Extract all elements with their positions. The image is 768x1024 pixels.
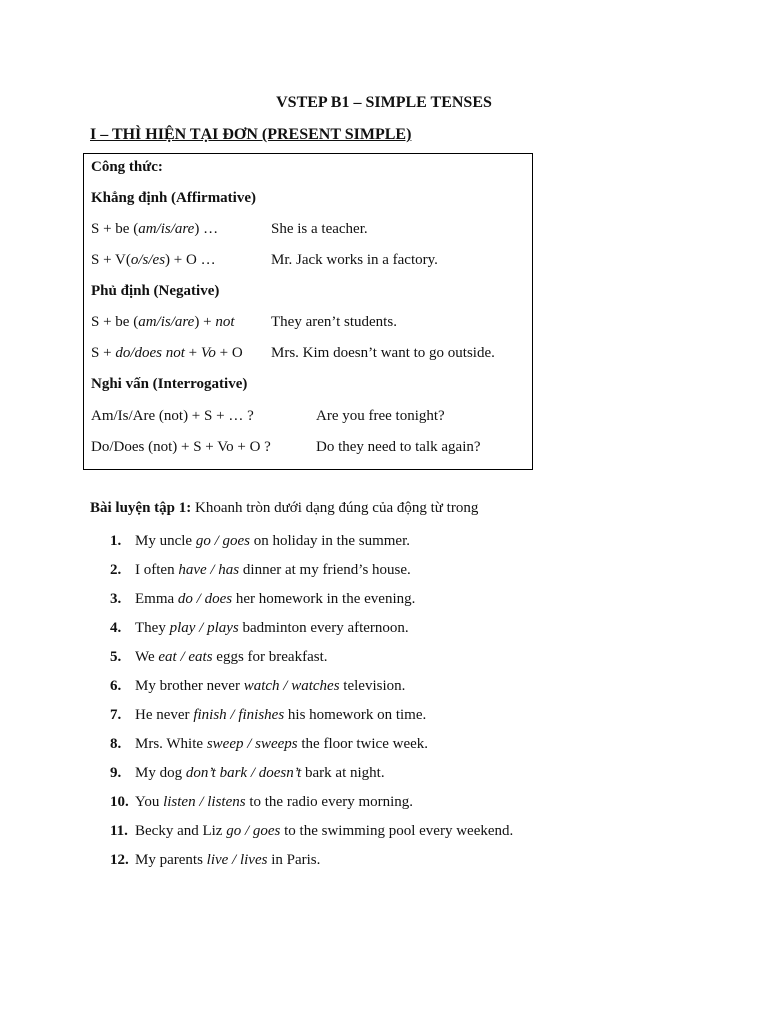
exercise-item <box>110 707 426 727</box>
item-text-before: My parents <box>135 852 207 868</box>
negative-example-verb: Mrs. Kim doesn’t want to go outside. <box>271 345 495 361</box>
verb-options: sweep / sweeps <box>206 736 298 752</box>
item-number: 1. <box>110 533 122 549</box>
affirmative-example-be: She is a teacher. <box>271 221 368 237</box>
item-text-after: her homework in the evening. <box>232 591 416 607</box>
formula-text: + <box>184 345 201 361</box>
page-title: VSTEP B1 – SIMPLE TENSES <box>276 94 492 111</box>
item-text-after: dinner at my friend’s house. <box>239 562 411 578</box>
item-number: 6. <box>110 678 122 694</box>
exercise-item <box>110 649 328 669</box>
verb-options: don’t bark / doesn’t <box>185 765 302 781</box>
formula-text: ) + O … <box>165 252 216 268</box>
interrogative-example-be: Are you free tonight? <box>316 408 445 424</box>
item-text-before: I often <box>135 562 179 578</box>
negative-heading: Phủ định (Negative) <box>91 283 220 299</box>
negative-formula-be <box>91 314 234 331</box>
formula-text: ) … <box>194 221 219 237</box>
verb-options: eat / eats <box>158 649 213 665</box>
item-text-before: My uncle <box>135 533 196 549</box>
formula-italic: do/does not <box>115 345 185 361</box>
verb-options: finish / finishes <box>193 707 285 723</box>
negative-formula-verb <box>91 345 243 362</box>
verb-options: go / goes <box>195 533 250 549</box>
exercise-item <box>110 620 409 640</box>
item-text-before: You <box>135 794 164 810</box>
item-number: 2. <box>110 562 122 578</box>
formula-text: ) + <box>194 314 216 330</box>
exercise-instruction: Khoanh tròn dưới dạng đúng của động từ trong <box>195 500 479 516</box>
item-text-before: They <box>135 620 170 636</box>
item-text-after: on holiday in the summer. <box>250 533 410 549</box>
formula-italic: o/s/es <box>130 252 166 268</box>
affirmative-formula-be <box>91 221 218 238</box>
exercise-item <box>110 765 385 785</box>
item-text-before: Emma <box>135 591 178 607</box>
verb-options: have / has <box>178 562 240 578</box>
formula-italic: Vo <box>200 345 216 361</box>
exercise-label: Bài luyện tập 1: <box>90 500 192 516</box>
item-number: 12. <box>110 852 129 868</box>
exercise-heading <box>90 500 478 517</box>
exercise-item <box>110 591 415 611</box>
exercise-item <box>110 562 411 582</box>
negative-example-be: They aren’t students. <box>271 314 397 330</box>
formula-text: + O <box>215 345 243 361</box>
item-text-before: He never <box>135 707 194 723</box>
item-text-before: Mrs. White <box>135 736 207 752</box>
verb-options: live / lives <box>206 852 268 868</box>
formula-box <box>83 153 533 470</box>
item-text-before: We <box>135 649 159 665</box>
formula-italic: not <box>215 314 235 330</box>
item-text-after: to the radio every morning. <box>245 794 414 810</box>
formula-text: S + V( <box>91 252 131 268</box>
verb-options: listen / listens <box>163 794 246 810</box>
item-text-before: My brother never <box>135 678 244 694</box>
exercise-item <box>110 823 513 843</box>
formula-heading: Công thức: <box>91 159 163 175</box>
exercise-item <box>110 852 320 872</box>
item-number: 10. <box>110 794 129 810</box>
item-text-after: the floor twice week. <box>297 736 429 752</box>
verb-options: do / does <box>177 591 233 607</box>
item-text-before: My dog <box>135 765 186 781</box>
item-text-after: eggs for breakfast. <box>212 649 328 665</box>
item-number: 8. <box>110 736 122 752</box>
formula-text: S + be ( <box>91 314 139 330</box>
affirmative-formula-verb <box>91 252 216 269</box>
item-text-after: television. <box>339 678 406 694</box>
item-number: 5. <box>110 649 122 665</box>
exercise-item <box>110 736 428 756</box>
item-number: 4. <box>110 620 122 636</box>
formula-italic: am/is/are <box>138 314 195 330</box>
exercise-item <box>110 678 405 698</box>
formula-text: S + <box>91 345 116 361</box>
affirmative-heading: Khẳng định (Affirmative) <box>91 190 256 206</box>
affirmative-example-verb: Mr. Jack works in a factory. <box>271 252 438 268</box>
item-text-after: badminton every afternoon. <box>238 620 409 636</box>
interrogative-example-do: Do they need to talk again? <box>316 439 481 455</box>
item-text-before: Becky and Liz <box>135 823 227 839</box>
item-text-after: to the swimming pool every weekend. <box>280 823 514 839</box>
formula-italic: am/is/are <box>138 221 195 237</box>
verb-options: go / goes <box>226 823 281 839</box>
item-number: 3. <box>110 591 122 607</box>
item-text-after: his homework on time. <box>284 707 427 723</box>
item-number: 11. <box>110 823 128 839</box>
item-text-after: in Paris. <box>267 852 321 868</box>
interrogative-formula-be: Am/Is/Are (not) + S + … ? <box>91 408 254 424</box>
item-number: 9. <box>110 765 122 781</box>
formula-text: S + be ( <box>91 221 139 237</box>
item-text-after: bark at night. <box>301 765 385 781</box>
verb-options: watch / watches <box>243 678 340 694</box>
item-number: 7. <box>110 707 122 723</box>
interrogative-formula-do: Do/Does (not) + S + Vo + O ? <box>91 439 271 455</box>
verb-options: play / plays <box>169 620 239 636</box>
exercise-item <box>110 794 413 814</box>
exercise-item <box>110 533 410 553</box>
interrogative-heading: Nghi vấn (Interrogative) <box>91 376 248 392</box>
section-title: I – THÌ HIỆN TẠI ĐƠN (PRESENT SIMPLE) <box>90 126 412 143</box>
